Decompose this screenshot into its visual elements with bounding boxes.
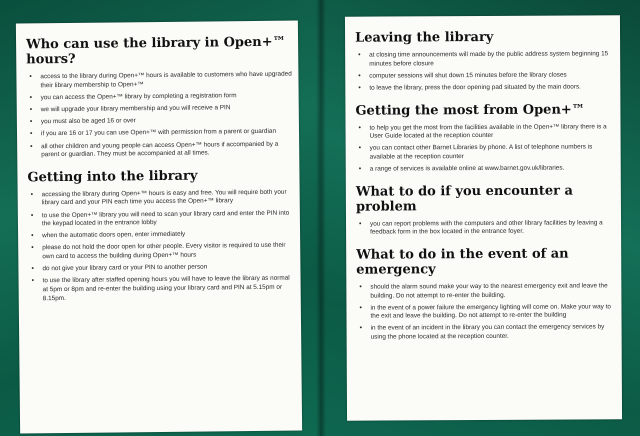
leaflet-fold <box>316 0 326 436</box>
section-title: Who can use the library in Open+™ hours? <box>26 34 286 68</box>
list-item: • to use the library after staffed opening hours you will have to leave the library as normal at 5pm or 8pm and re-enter the building using your library card and PIN at 5.15pm or 8.15pm. <box>29 275 295 304</box>
section-problem <box>346 183 621 238</box>
list-item: • we will upgrade your library membership and you will receive a PIN <box>27 104 293 115</box>
list-item: • to help you get the most from the facilities available in the Open+™ library there is a User Guide located at the reception counter <box>356 123 615 142</box>
list-item: • accessing the library during Open+™ hours is easy and free. You will require both your library card and your PIN each time you access the Open+™ library <box>28 188 294 208</box>
left-page <box>16 21 302 434</box>
list-item: • in the event of an incident in the library you can contact the emergency services by using the phone located at the reception counter. <box>357 324 616 343</box>
section-getting-in <box>17 167 300 303</box>
list-item: • all other children and young people can access Open+™ hours if accompanied by a parent or guardian. They must be accompanied at all times. <box>27 140 293 160</box>
section-title: What to do if you encounter a problem <box>355 183 573 215</box>
section-title: Leaving the library <box>355 29 494 46</box>
bullet-list <box>356 123 615 175</box>
section-who-can-use <box>16 35 299 161</box>
section-emergency <box>346 246 621 342</box>
list-item: • when the automatic doors open, enter immediately <box>28 230 294 241</box>
list-item: • you must also be aged 16 or over <box>27 116 293 127</box>
bullet-list <box>26 71 293 160</box>
list-item: • a range of services is available online at www.barnet.gov.uk/libraries. <box>356 164 615 174</box>
bullet-list <box>356 282 615 342</box>
list-item: • should the alarm sound make your way to the nearest emergency exit and leave the building. Do not attempt to re-enter the building. <box>356 282 615 301</box>
list-item: • do not give your library card or your PIN to another person <box>28 263 294 274</box>
list-item: • please do not hold the door open for other people. Every visitor is required to use their own card to access the building during Open+™ hours <box>28 242 294 262</box>
bullet-list <box>28 188 295 303</box>
list-item: • if you are 16 or 17 you can use Open+™ with permission from a parent or guardian <box>27 128 293 139</box>
list-item: • you can report problems with the computers and other library facilities by leaving a feedback form in the box located in the entrance foyer. <box>356 219 615 238</box>
list-item: • to use the Open+™ library you will need to scan your library card and enter the PIN into the keypad located in the entrance lobby <box>28 209 294 229</box>
list-item: • to leave the library, press the door opening pad situated by the main doors. <box>355 83 614 93</box>
right-page <box>345 15 622 420</box>
bullet-list <box>355 50 614 93</box>
list-item: • you can contact other Barnet Libraries by phone. A list of telephone numbers is available at the reception counter <box>356 144 615 163</box>
section-leaving <box>345 29 620 93</box>
section-title: Getting into the library <box>27 168 198 186</box>
list-item: • computer sessions will shut down 15 minutes before the library closes <box>355 71 614 81</box>
section-title: What to do in the event of an emergency <box>356 246 569 278</box>
list-item: • at closing time announcements will made by the public address system beginning 15 minutes before closure <box>355 50 614 69</box>
bullet-list <box>356 219 615 238</box>
section-getting-most <box>345 102 620 175</box>
list-item: • access to the library during Open+™ hours is available to customers who have upgraded their library membership to Open+™ <box>26 71 292 91</box>
list-item: • you can access the Open+™ library by completing a registration form <box>27 91 293 102</box>
section-title: Getting the most from Open+™ <box>355 102 585 119</box>
list-item: • in the event of a power failure the emergency lighting will come on. Make your way to the exit and leave the building. Do not attempt to re-enter the building <box>356 303 615 322</box>
